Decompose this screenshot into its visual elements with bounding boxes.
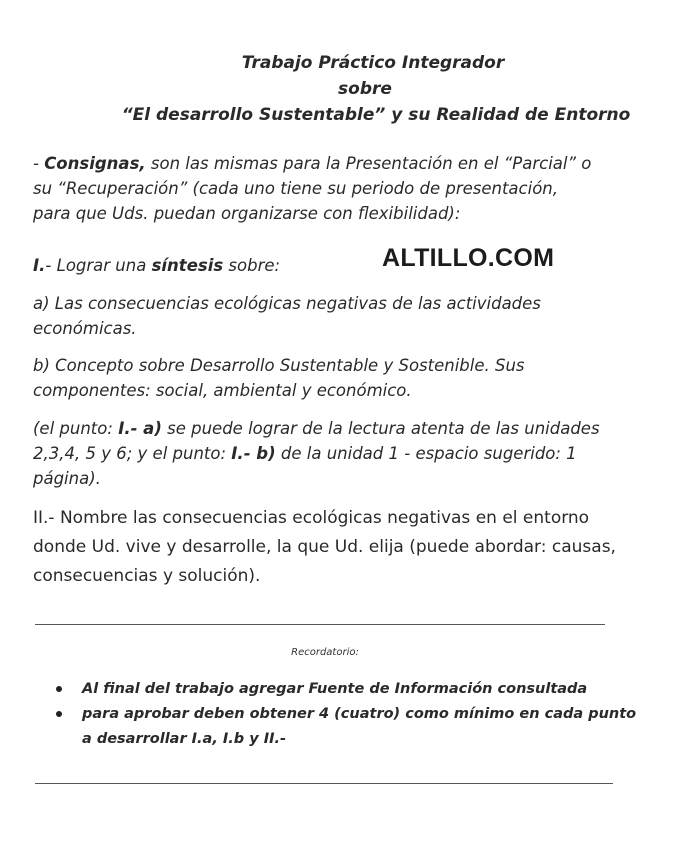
punto-i-text-2: sobre: xyxy=(223,256,281,275)
divider-bottom xyxy=(35,783,613,784)
punto-ii-line-2: donde Ud. vive y desarrolle, la que Ud. elija (puede abordar: causas, xyxy=(33,537,616,557)
punto-a-paragraph xyxy=(33,291,653,341)
punto-b-paragraph xyxy=(33,353,653,403)
consignas-line-3: para que Uds. puedan organizarse con flexibilidad): xyxy=(33,204,461,223)
punto-ii-line-1: II.- Nombre las consecuencias ecológicas negativas en el entorno xyxy=(33,508,590,528)
punto-ii-paragraph xyxy=(33,504,653,591)
consignas-line-1 xyxy=(33,151,653,176)
consignas-lead: - xyxy=(33,154,45,173)
punto-i-text-1: - Lograr una xyxy=(45,256,152,275)
bullet-dot-icon xyxy=(56,711,62,717)
consignas-line-2: su “Recuperación” (cada uno tiene su periodo de presentación, xyxy=(33,179,558,198)
nota-line-2 xyxy=(33,441,653,466)
punto-b-line-1: b) Concepto sobre Desarrollo Sustentable y Sostenible. Sus xyxy=(33,356,525,375)
bullet-text: Al final del trabajo agregar Fuente de Información consultada xyxy=(82,681,588,697)
consignas-paragraph xyxy=(33,151,653,226)
title-line-1: Trabajo Práctico Integrador xyxy=(241,53,505,73)
bullet-dot-icon xyxy=(56,686,62,692)
punto-a-line-2: económicas. xyxy=(33,319,137,338)
nota-bold-2: I.- b) xyxy=(231,444,276,463)
title-line-2: sobre xyxy=(338,79,392,99)
title-line-3: “El desarrollo Sustentable” y su Realidad de Entorno xyxy=(121,105,631,125)
punto-ii-line-3: consecuencias y solución). xyxy=(33,566,261,586)
punto-i-heading xyxy=(33,253,653,278)
nota-p2: se puede lograr de la lectura atenta de las unidades xyxy=(161,419,600,438)
watermark-logo: ALTILLO.COM xyxy=(382,244,555,272)
bullet-list xyxy=(56,677,656,752)
bullet-text-line-1: para aprobar deben obtener 4 (cuatro) como mínimo en cada punto xyxy=(82,706,637,722)
punto-i-label: I. xyxy=(33,256,46,275)
nota-p1: (el punto: xyxy=(33,419,119,438)
nota-line-2-p1: 2,3,4, 5 y 6; y el punto: xyxy=(33,444,232,463)
nota-line-2-p2: de la unidad 1 - espacio sugerido: 1 xyxy=(275,444,577,463)
document-title xyxy=(0,50,700,128)
nota-line-1 xyxy=(33,416,653,441)
punto-b-line-2: componentes: social, ambiental y económico. xyxy=(33,381,412,400)
consignas-line-1-rest: son las mismas para la Presentación en el “Parcial” o xyxy=(145,154,592,173)
nota-bold-1: I.- a) xyxy=(118,419,162,438)
recordatorio-label: Recordatorio: xyxy=(291,647,359,658)
punto-i-bold: síntesis xyxy=(151,256,224,275)
punto-a-line-1: a) Las consecuencias ecológicas negativas de las actividades xyxy=(33,294,541,313)
list-item xyxy=(56,702,656,752)
bullet-text-line-2: a desarrollar I.a, I.b y II.- xyxy=(82,731,287,747)
nota-paragraph xyxy=(33,416,653,491)
divider-top xyxy=(35,624,605,625)
list-item xyxy=(56,677,656,702)
consignas-bold: Consignas, xyxy=(44,154,146,173)
nota-line-3: página). xyxy=(33,469,101,488)
